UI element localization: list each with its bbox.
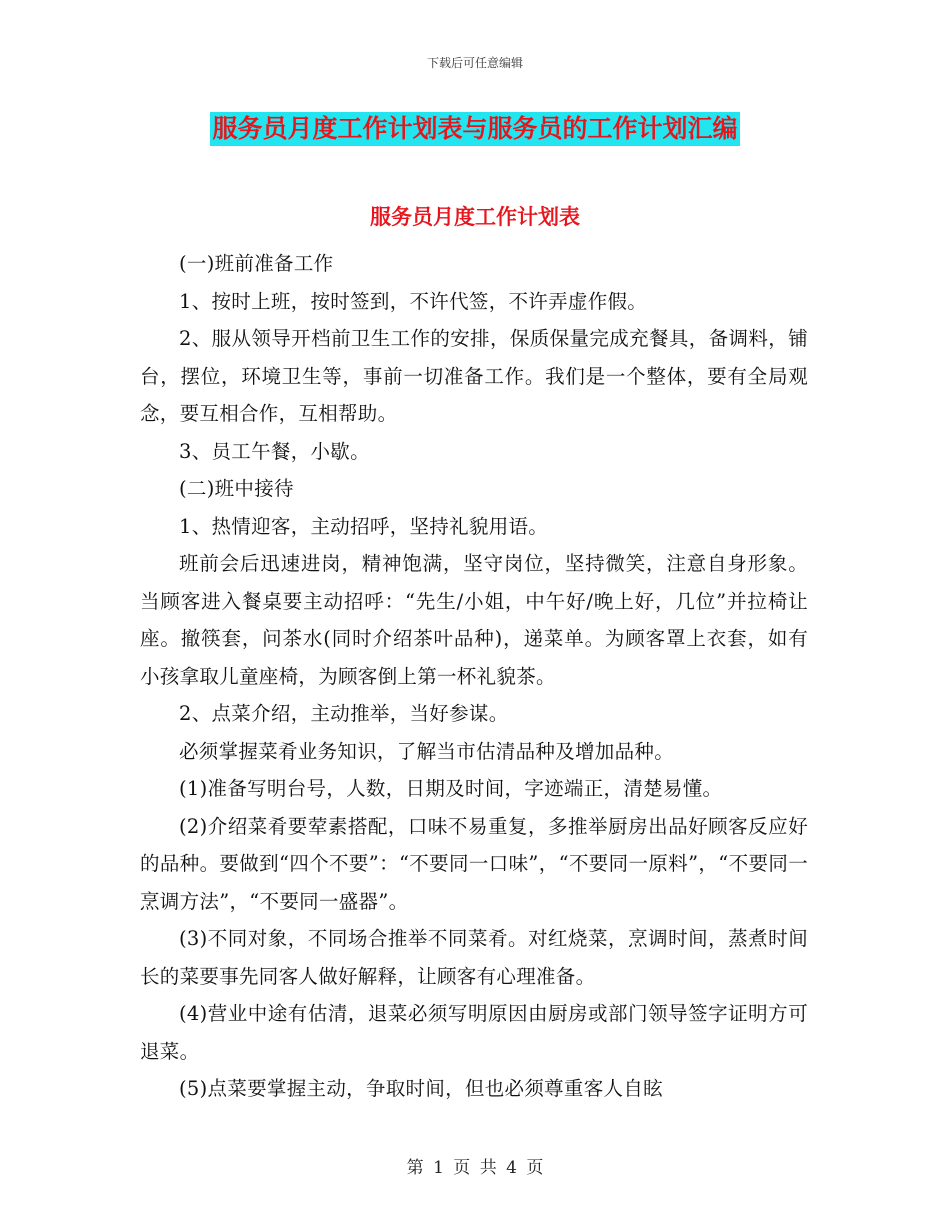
paragraph: 1、按时上班，按时签到，不许代签，不许弄虚作假。 (179, 289, 648, 313)
paragraph: (2)介绍菜肴要荤素搭配，口味不易重复，多推举厨房出品好顾客反应好的品种。要做到“四个不要”：“不要同一口味”，“不要同一原料”，“不要同一烹调方法”，“不要同一盛器”。 (140, 814, 808, 913)
paragraph: 必须掌握菜肴业务知识，了解当市估清品种及增加品种。 (179, 739, 675, 763)
paragraph: 2、服从领导开档前卫生工作的安排，保质保量完成充餐具，备调料，铺台，摆位，环境卫生等，事前一切准备工作。我们是一个整体，要有全局观念，要互相合作，互相帮助。 (140, 327, 808, 425)
paragraph: (二)班中接待 (179, 477, 294, 500)
paragraph: (1)准备写明台号，人数，日期及时间，字迹端正，清楚易懂。 (179, 777, 723, 800)
paragraph: (5)点菜要掌握主动，争取时间，但也必须尊重客人自眩 (179, 1077, 663, 1100)
section-title: 服务员月度工作计划表 (370, 205, 580, 229)
document-title-container (0, 112, 950, 146)
document-body (140, 245, 808, 1108)
paragraph: 1、热情迎客，主动招呼，坚持礼貌用语。 (179, 514, 549, 538)
paragraph: 3、员工午餐，小歇。 (179, 439, 370, 463)
paragraph: (3)不同对象，不同场合推举不同菜肴。对红烧菜，烹调时间，蒸煮时间长的菜要事先同客人做好解释，让顾客有心理准备。 (140, 927, 808, 988)
paragraph: 2、点菜介绍，主动推举，当好参谋。 (179, 702, 509, 725)
document-title: 服务员月度工作计划表与服务员的工作计划汇编 (210, 112, 739, 146)
page-footer: 第 1 页 共 4 页 (406, 1158, 544, 1178)
paragraph: 班前会后迅速进岗，精神饱满，坚守岗位，坚持微笑，注意自身形象。当顾客进入餐桌要主动招呼：“先生/小姐，中午好/晚上好，几位”并拉椅让座。撤筷套，问茶水(同时介绍茶叶品种)，递菜单。为顾客罩上衣套，如有小孩拿取儿童座椅，为顾客倒上第一杯礼貌茶。 (140, 552, 808, 688)
header-note: 下载后可任意编辑 (426, 56, 523, 70)
paragraph: (4)营业中途有估清，退菜必须写明原因由厨房或部门领导签字证明方可退菜。 (140, 1002, 808, 1063)
paragraph: (一)班前准备工作 (179, 252, 334, 275)
